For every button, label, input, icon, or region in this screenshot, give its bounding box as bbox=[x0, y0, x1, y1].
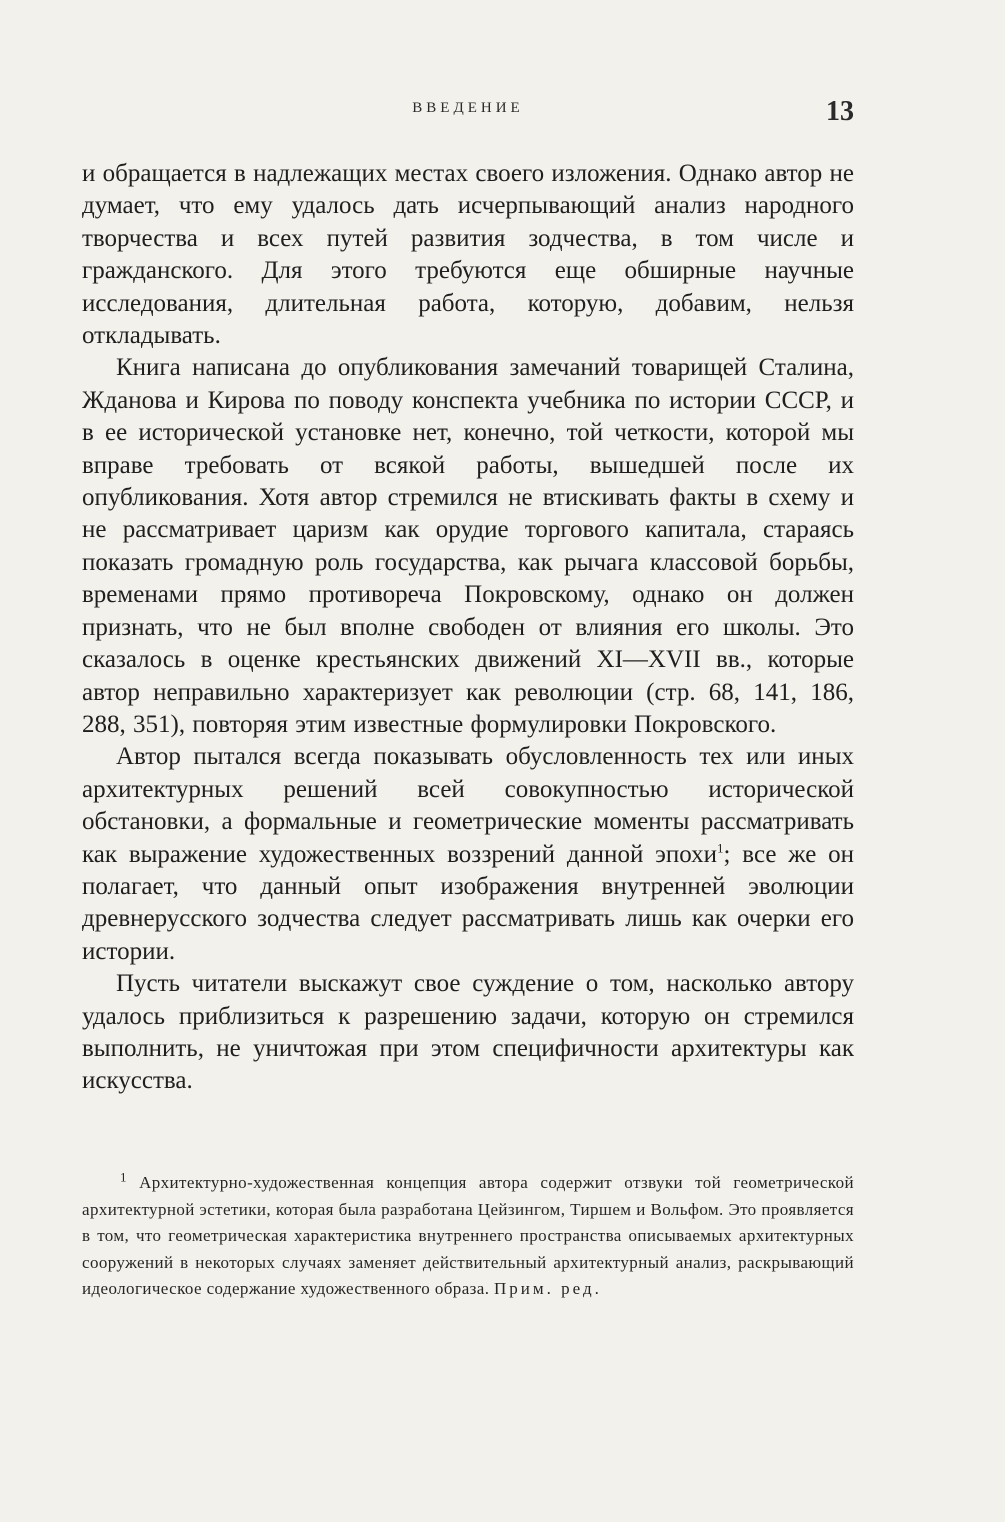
main-text bbox=[82, 158, 854, 1098]
paragraph-3-text-before: Автор пытался всегда показывать обусловленность тех или иных архитектурных решений всей совокупностью исторической обстановки, а формальные и геометрические моменты рассматривать как выражение художественных воззрений данной эпохи bbox=[82, 743, 854, 868]
footnote-text: Архитектурно-художественная концепция автора содержит отзвуки той геометрической архитектурной эстетики, которая была разработана Цейзингом, Тиршем и Вольфом. Это проявляется в том, что геометрическая характеристика внутреннего пространства описываемых архитектурных сооружений в некоторых случаях заменяет действительный архитектурный анализ, раскрывающий идеологическое содержание художественного образа. bbox=[82, 1173, 854, 1299]
page-header bbox=[82, 96, 854, 132]
paragraph-1: и обращается в надлежащих местах своего изложения. Однако автор не думает, что ему удалось дать исчерпывающий анализ народного творчества и всех путей развития зодчества, в том числе и гражданского. Для этого требуются еще обширные научные исследования, длительная работа, которую, добавим, нельзя откладывать. bbox=[82, 160, 854, 350]
footnote bbox=[82, 1170, 854, 1303]
footnote-signature: Прим. ред. bbox=[494, 1279, 602, 1299]
paragraph-4: Пусть читатели выскажут свое суждение о том, насколько автору удалось приблизиться к разрешению задачи, которую он стремился выполнить, не уничтожая при этом специфичности архитектуры как искусства. bbox=[82, 970, 854, 1095]
footnote-mark: 1 bbox=[120, 1169, 127, 1185]
footnote-area bbox=[82, 1170, 854, 1303]
footnote-reference: 1 bbox=[717, 840, 724, 856]
running-title: ВВЕДЕНИЕ bbox=[412, 100, 524, 116]
paragraph-3 bbox=[82, 741, 854, 968]
paragraph-2: Книга написана до опубликования замечаний товарищей Сталина, Жданова и Кирова по поводу конспекта учебника по истории СССР, и в ее исторической установке нет, конечно, той четкости, которой мы вправе требовать от всякой работы, вышедшей после их опубликования. Хотя автор стремился не втискивать факты в схему и не рассматривает царизм как орудие торгового капитала, стараясь показать громадную роль государства, как рычага классовой борьбы, временами прямо противореча Покровскому, однако он должен признать, что не был вполне свободен от влияния его школы. Это сказалось в оценке крестьянских движений XI—XVII вв., которые автор неправильно характеризует как революции (стр. 68, 141, 186, 288, 351), повторяя этим известные формулировки Покровского. bbox=[82, 354, 854, 738]
page-number: 13 bbox=[826, 96, 854, 127]
paragraph-3-text-after: ; все же он полагает, что данный опыт изображения внутренней эволюции древнерусского зодчества следует рассматривать лишь как очерки его истории. bbox=[82, 840, 854, 965]
